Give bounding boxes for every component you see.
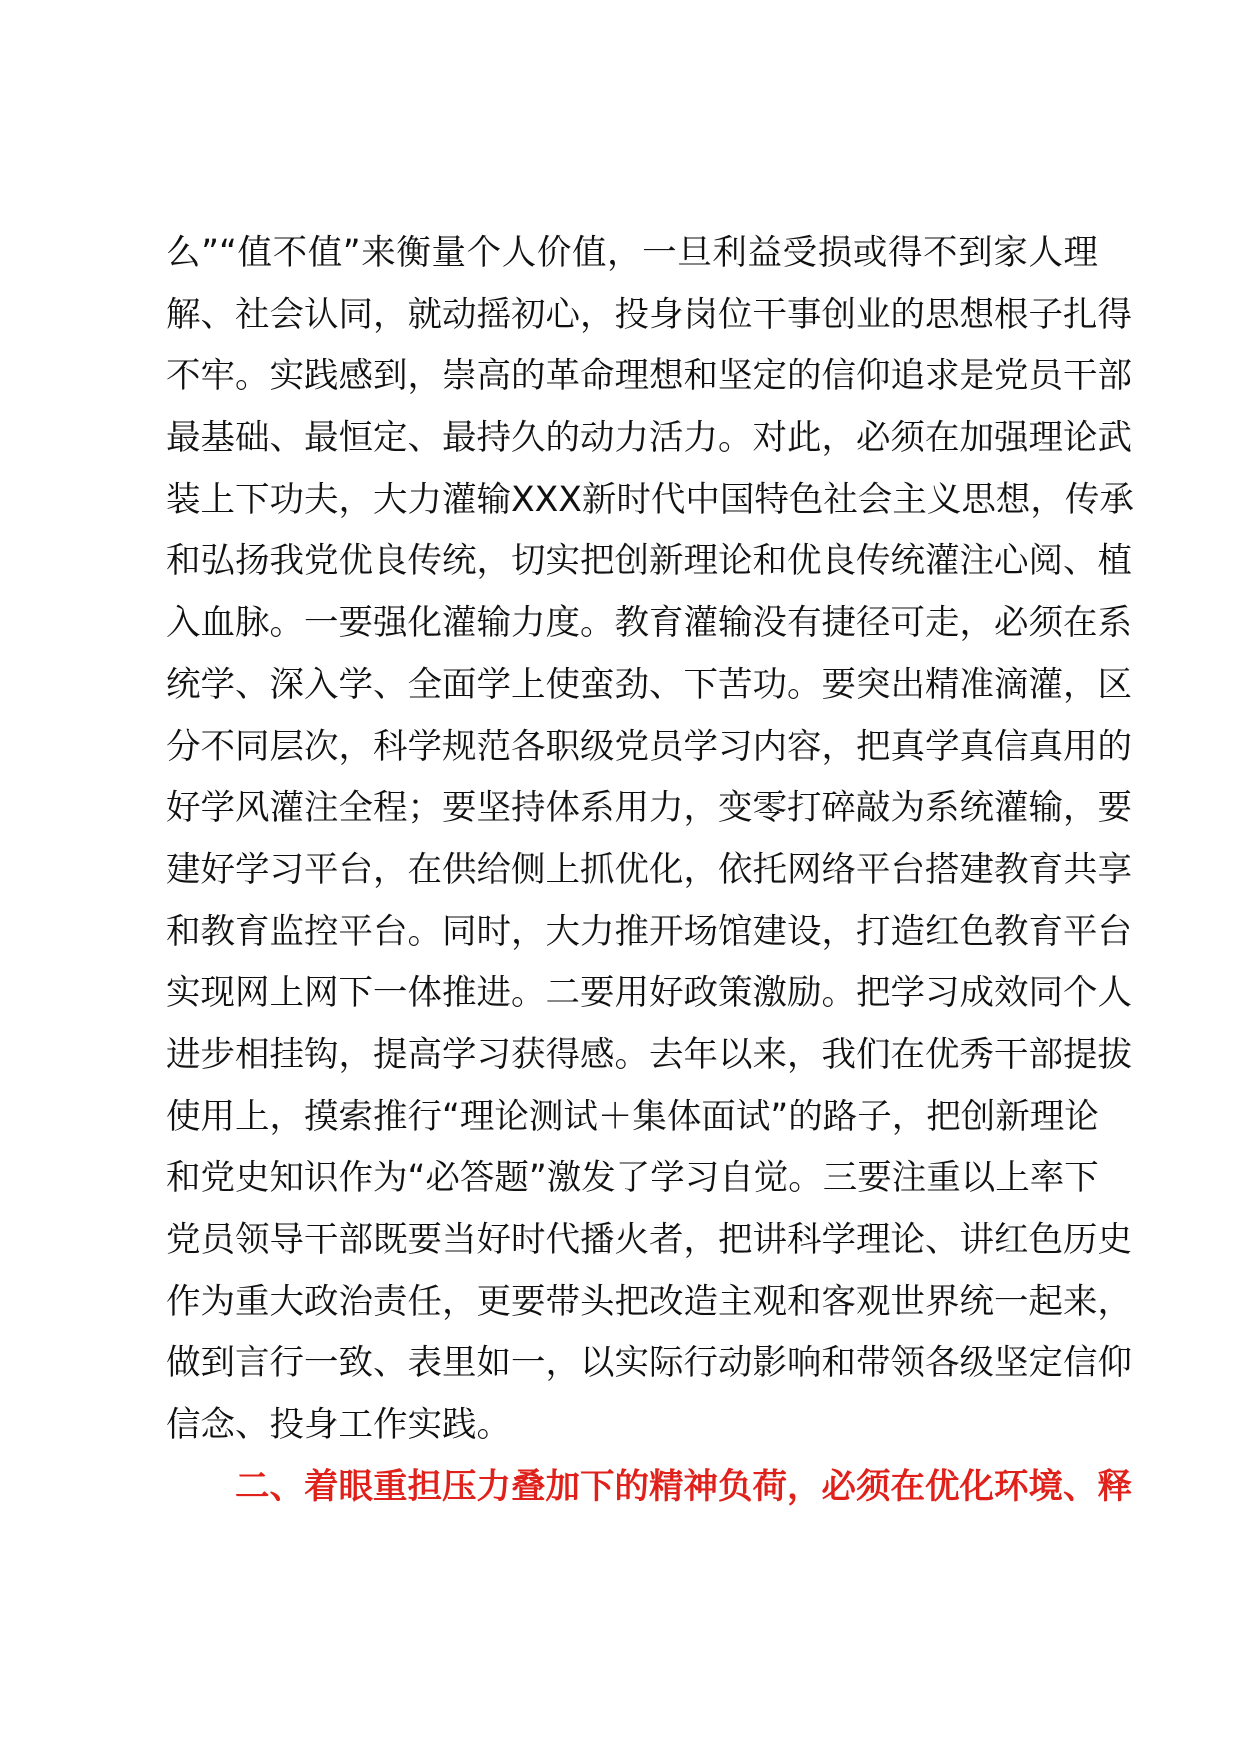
paragraph-line: 解、社会认同，就动摇初心，投身岗位干事创业的思想根子扎得 xyxy=(166,294,1132,335)
body-text-block xyxy=(166,232,1134,1527)
paragraph-line: 和弘扬我党优良传统，切实把创新理论和优良传统灌注心阅、植 xyxy=(166,541,1132,582)
paragraph-line: 作为重大政治责任，更要带头把改造主观和客观世界统一起来， xyxy=(166,1281,1132,1322)
paragraph-line: 实现网上网下一体推进。二要用好政策激励。把学习成效同个人 xyxy=(166,973,1132,1014)
paragraph-line: 最基础、最恒定、最持久的动力活力。对此，必须在加强理论武 xyxy=(166,418,1132,459)
paragraph-line: 建好学习平台，在供给侧上抓优化，依托网络平台搭建教育共享 xyxy=(166,849,1132,890)
paragraph-line: 装上下功夫，大力灌输XXX新时代中国特色社会主义思想，传承 xyxy=(166,479,1134,520)
paragraph-line: 不牢。实践感到，崇高的革命理想和坚定的信仰追求是党员干部 xyxy=(166,356,1132,397)
paragraph-line: 党员领导干部既要当好时代播火者，把讲科学理论、讲红色历史 xyxy=(166,1220,1132,1260)
paragraph-line: 分不同层次，科学规范各职级党员学习内容，把真学真信真用的 xyxy=(166,726,1132,767)
paragraph-line: 么”“值不值”来衡量个人价值，一旦利益受损或得不到家人理 xyxy=(166,233,1098,273)
paragraph-line: 好学风灌注全程；要坚持体系用力，变零打碎敲为系统灌输，要 xyxy=(166,788,1132,829)
paragraph-line: 统学、深入学、全面学上使蛮劲、下苦功。要突出精准滴灌，区 xyxy=(166,664,1132,705)
paragraph-line: 和党史知识作为“必答题”激发了学习自觉。三要注重以上率下 xyxy=(166,1158,1099,1199)
paragraph-line: 和教育监控平台。同时，大力推开场馆建设，打造红色教育平台 xyxy=(166,911,1132,952)
paragraph-line: 入血脉。一要强化灌输力度。教育灌输没有捷径可走，必须在系 xyxy=(166,603,1132,644)
paragraph-line: 使用上，摸索推行“理论测试＋集体面试”的路子，把创新理论 xyxy=(166,1096,1099,1137)
paragraph-line: 信念、投身工作实践。 xyxy=(166,1405,511,1446)
paragraph-line: 做到言行一致、表里如一，以实际行动影响和带领各级坚定信仰 xyxy=(166,1343,1132,1384)
paragraph-line: 进步相挂钩，提高学习获得感。去年以来，我们在优秀干部提拔 xyxy=(166,1034,1132,1075)
section-heading: 二、着眼重担压力叠加下的精神负荷，必须在优化环境、释 xyxy=(235,1466,1132,1507)
